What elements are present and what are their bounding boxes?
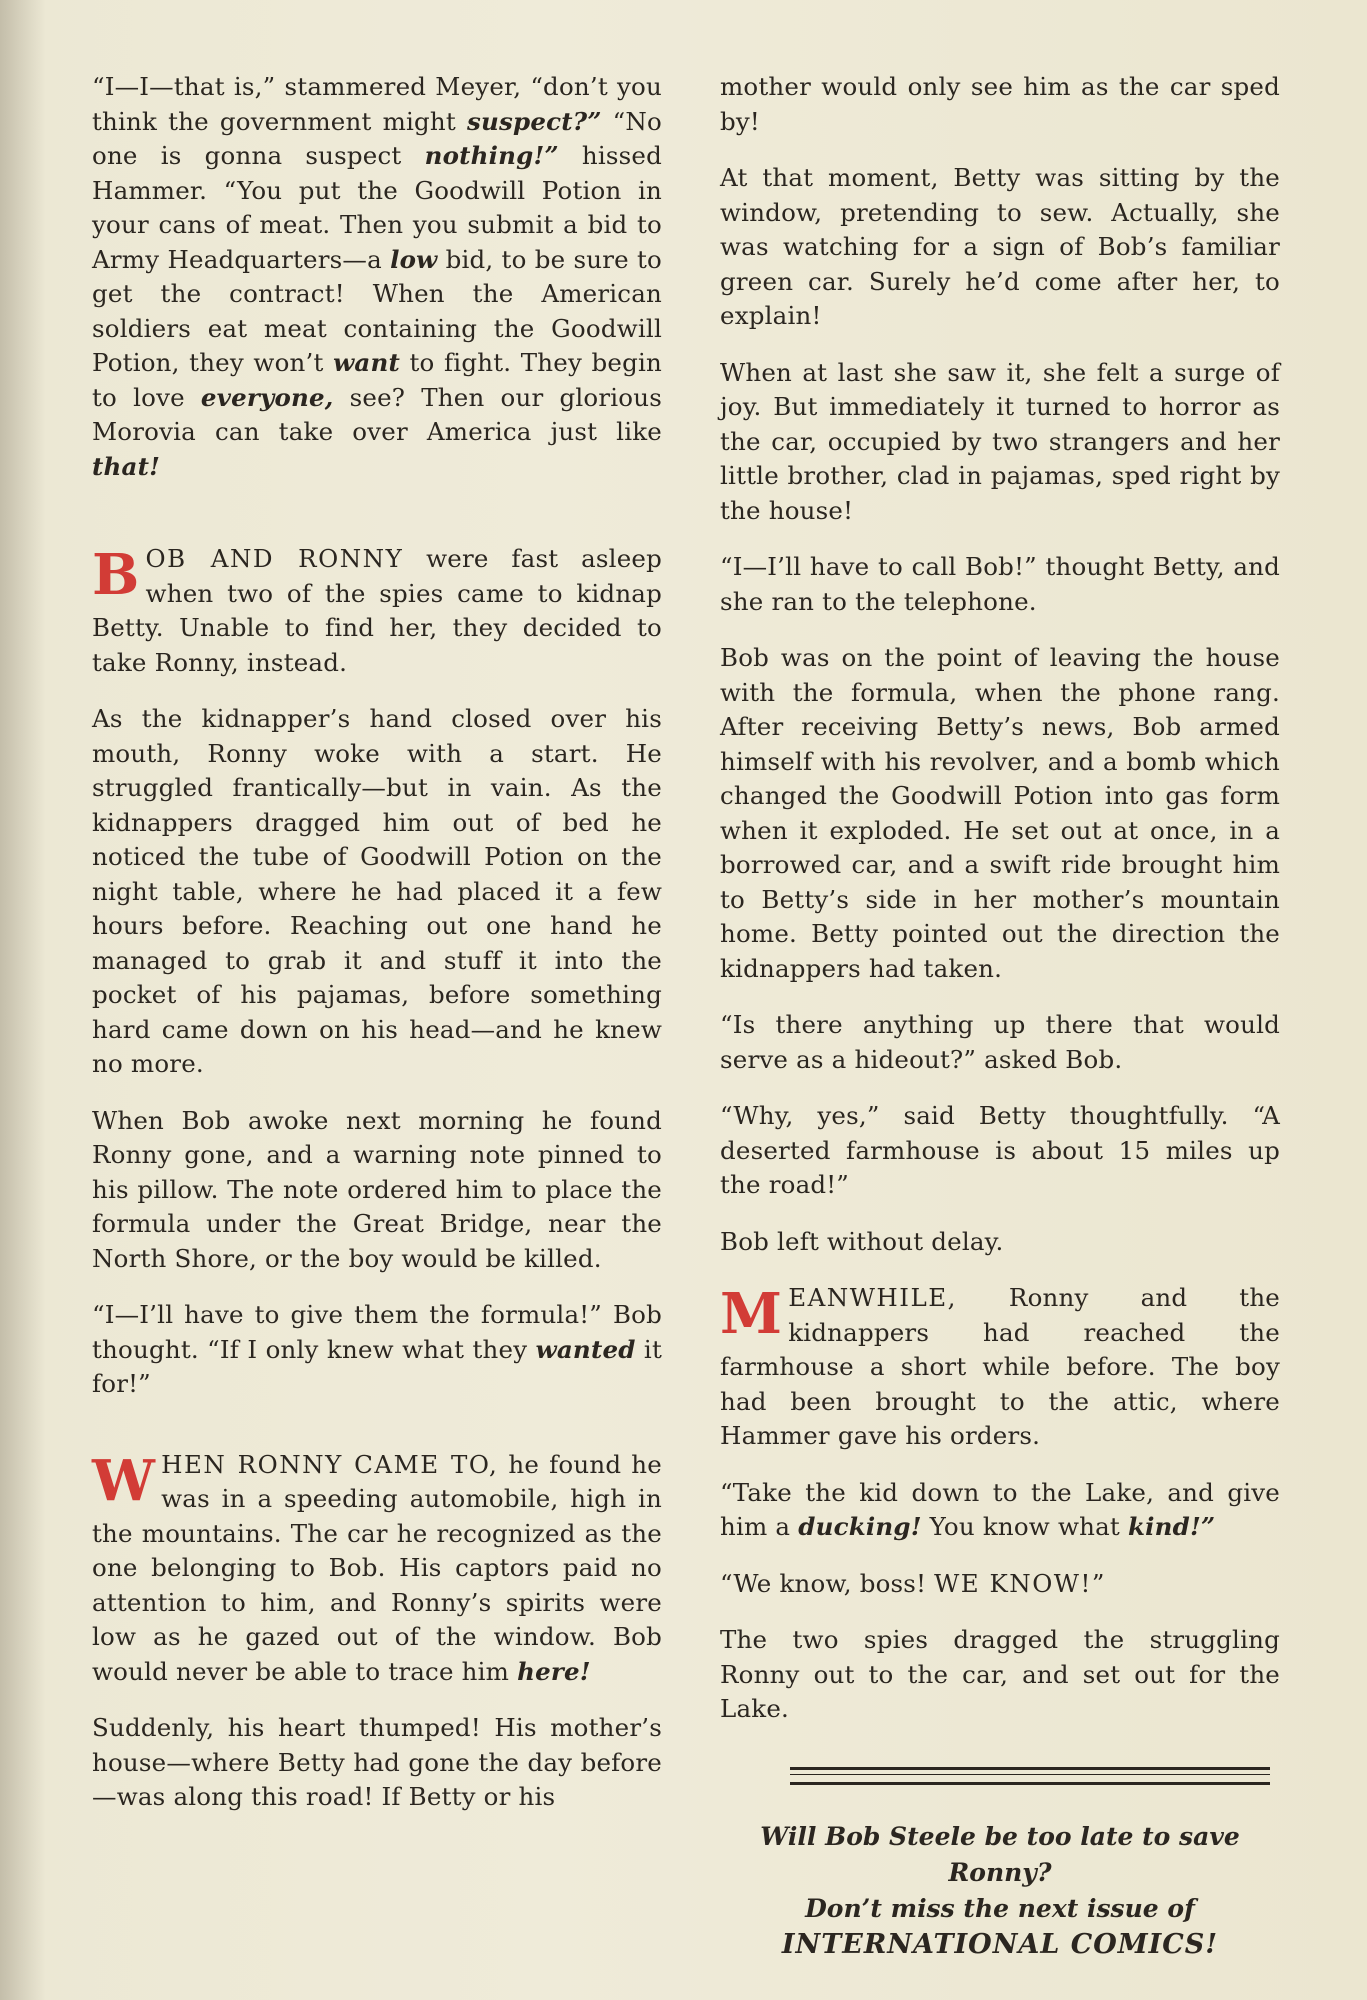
left-column bbox=[92, 70, 662, 1837]
paragraph-bob-left: Bob left without delay. bbox=[720, 1226, 1004, 1256]
drop-cap-b: B bbox=[92, 542, 140, 608]
paragraph-give-formula: “I—I’ll have to give them the formula!” Bob thought. “If I only knew what they wanted it for!” bbox=[92, 1300, 662, 1398]
spine-shadow bbox=[0, 0, 46, 2000]
divider-rule bbox=[790, 1767, 1270, 1785]
paragraph-deserted-farmhouse: “Why, yes,” said Betty thoughtfully. “A deserted farmhouse is about 15 miles up the road!” bbox=[720, 1101, 1280, 1199]
paragraph-call-bob: “I—I’ll have to call Bob!” thought Betty, and she ran to the telephone. bbox=[720, 552, 1280, 616]
paragraph-hideout-question: “Is there anything up there that would serve as a hideout?” asked Bob. bbox=[720, 1010, 1280, 1074]
teaser-line-2: Don’t miss the next issue of bbox=[805, 1893, 1195, 1923]
right-column bbox=[720, 70, 1280, 1963]
next-issue-teaser bbox=[720, 1819, 1280, 1963]
paragraph-spies-dragged: The two spies dragged the struggling Ronny out to the car, and set out for the Lake. bbox=[720, 1625, 1280, 1723]
paragraph-surge-of-joy: When at last she saw it, she felt a surge of joy. But immediately it turned to horror as the car, occupied by two strangers and her little brother, clad in pajamas, sped right by the house! bbox=[720, 357, 1280, 525]
paragraph-we-know: “We know, boss! WE KNOW!” bbox=[720, 1568, 1106, 1598]
paragraph-betty-window: At that moment, Betty was sitting by the window, pretending to sew. Actually, she was watching for a sign of Bob’s familiar green car. Surely he’d come after her, to explain! bbox=[720, 163, 1280, 330]
paragraph-meyer-hammer: “I—I—that is,” stammered Meyer, “don’t you think the government might suspect?” “No one is gonna suspect nothing!” hissed Hammer. “You put the Goodwill Potion in your cans of meat. Then you submit a bid to Army Headquarters—a low bid, to be sure to get the contract! When the American soldiers eat meat containing the Goodwill Potion, they won’t want to fight. They begin to love everyone, see? Then our glorious Morovia can take over America just like that! bbox=[92, 72, 663, 481]
paragraph-kidnapper-hand: As the kidnapper’s hand closed over his mouth, Ronny woke with a start. He struggled frantically—but in vain. As the kidnappers dragged him out of bed he noticed the tube of Goodwill Potion on the night table, where he had placed it a few hours before. Reaching out one hand he managed to grab it and stuff it into the pocket of his pajamas, before something hard came down on his head—and he knew no more. bbox=[92, 704, 662, 1078]
paragraph-bob-awoke: When Bob awoke next morning he found Ronny gone, and a warning note pinned to his pillow. The note ordered him to place the formula under the Great Bridge, near the North Shore, or the boy would be killed. bbox=[92, 1105, 662, 1273]
teaser-line-1: Will Bob Steele be too late to save Ronny? bbox=[760, 1821, 1240, 1887]
paragraph-mother-see: mother would only see him as the car sped by! bbox=[720, 72, 1280, 136]
paragraph-heart-thumped: Suddenly, his heart thumped! His mother’s house—where Betty had gone the day before—was along this road! If Betty or his bbox=[92, 1713, 662, 1811]
drop-cap-m: M bbox=[720, 1281, 783, 1347]
paragraph-hammer-orders: “Take the kid down to the Lake, and give him a ducking! You know what kind!” bbox=[720, 1477, 1280, 1541]
teaser-line-3: INTERNATIONAL COMICS! bbox=[781, 1928, 1219, 1960]
drop-cap-w: W bbox=[92, 1447, 156, 1514]
paragraph-bob-armed: Bob was on the point of leaving the house with the formula, when the phone rang. After receiving Betty’s news, Bob armed himself with his revolver, and a bomb which changed the Goodwill Potion into gas form when it exploded. He set out at once, in a borrowed car, and a swift ride brought him to Betty’s side in her mother’s mountain home. Betty pointed out the direction the kidnappers had taken. bbox=[720, 643, 1280, 983]
paragraph-bob-and-ronny: BOB AND RONNY were fast asleep when two of the spies came to kidnap Betty. Unable to find her, they decided to take Ronny, instead. bbox=[92, 542, 662, 677]
paragraph-meanwhile: MEANWHILE, Ronny and the kidnappers had reached the farmhouse a short while before. The boy had been brought to the attic, where Hammer gave his orders. bbox=[720, 1281, 1280, 1450]
paragraph-when-ronny-came-to: WHEN RONNY CAME TO, he found he was in a speeding automobile, high in the mountains. The car he recognized as the one belonging to Bob. His captors paid no attention to him, and Ronny’s spirits were low as he gazed out of the window. Bob would never be able to trace him here! bbox=[92, 1447, 662, 1686]
